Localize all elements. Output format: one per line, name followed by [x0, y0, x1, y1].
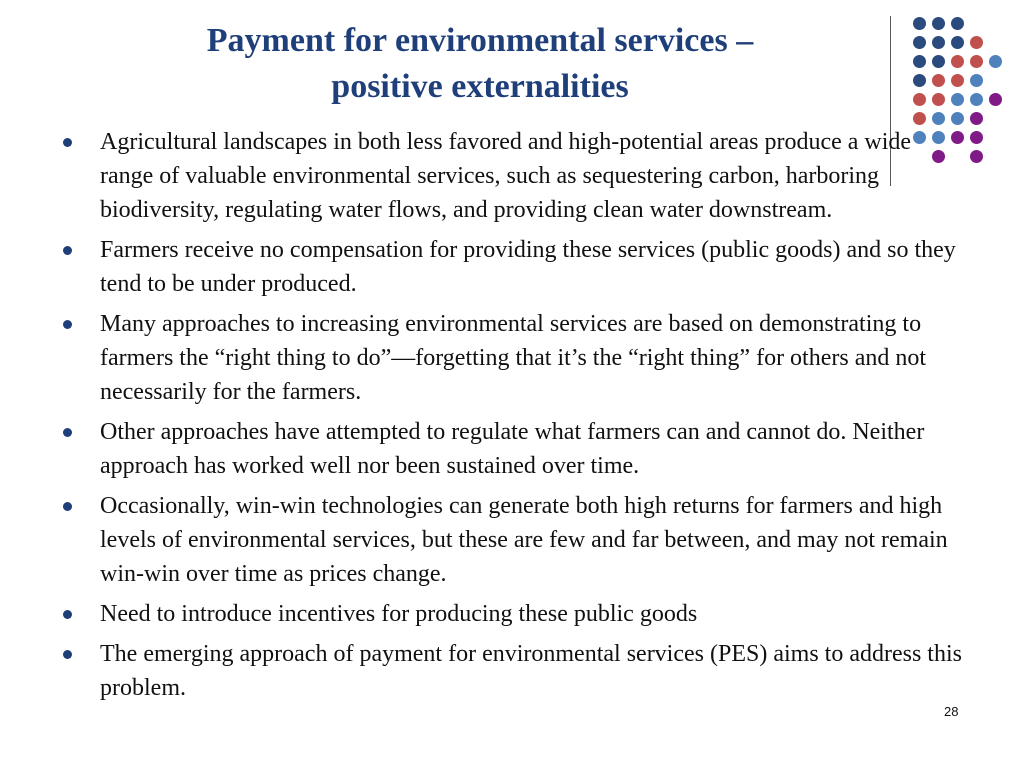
- decorative-dot: [951, 74, 964, 87]
- decorative-dot: [913, 74, 926, 87]
- bullet-icon: [63, 138, 72, 147]
- decorative-dot: [932, 93, 945, 106]
- decorative-dot: [970, 93, 983, 106]
- decorative-dot: [951, 55, 964, 68]
- decorative-dot: [913, 55, 926, 68]
- bullet-item: [60, 233, 965, 301]
- bullet-icon: [63, 320, 72, 329]
- bullet-item: [60, 597, 965, 631]
- bullet-item: [60, 415, 965, 483]
- bullet-icon: [63, 502, 72, 511]
- bullet-icon: [63, 428, 72, 437]
- decorative-dot: [970, 131, 983, 144]
- decorative-dot: [970, 150, 983, 163]
- decorative-dot: [970, 112, 983, 125]
- decorative-dot: [951, 112, 964, 125]
- bullet-text: Other approaches have attempted to regulate what farmers can and cannot do. Neither approach has worked well nor been sustained over time.: [100, 419, 925, 479]
- bullet-item: [60, 489, 965, 591]
- bullet-item: [60, 637, 965, 705]
- decorative-dot: [913, 17, 926, 30]
- bullet-icon: [63, 610, 72, 619]
- decorative-dot: [989, 55, 1002, 68]
- decorative-dot: [932, 17, 945, 30]
- bullet-item: [60, 125, 965, 227]
- bullet-text: Need to introduce incentives for producing these public goods: [100, 601, 698, 627]
- bullet-text: Farmers receive no compensation for providing these services (public goods) and so they tend to be under produced.: [100, 237, 956, 297]
- decorative-dot: [951, 36, 964, 49]
- bullet-icon: [63, 246, 72, 255]
- bullet-text: Occasionally, win-win technologies can generate both high returns for farmers and high levels of environmental services, but these are few and far between, and may not remain win-win over time as prices change.: [100, 493, 948, 587]
- title-line-2: positive externalities: [331, 68, 629, 105]
- decorative-dot: [913, 112, 926, 125]
- decorative-dot: [913, 93, 926, 106]
- slide-title: [110, 18, 850, 110]
- page-number: 28: [944, 704, 959, 719]
- bullet-text: Many approaches to increasing environmental services are based on demonstrating to farmers the “right thing to do”—forgetting that it’s the “right thing” for others and not necessarily for the farmers.: [100, 311, 927, 405]
- decorative-dot: [951, 17, 964, 30]
- decorative-dot: [932, 55, 945, 68]
- bullet-text: Agricultural landscapes in both less favored and high-potential areas produce a wide range of valuable environmental services, such as sequestering carbon, harboring biodiversity, regulating water flows, and providing clean water downstream.: [100, 129, 912, 223]
- decorative-dot: [989, 93, 1002, 106]
- decorative-dot: [951, 93, 964, 106]
- bullet-text: The emerging approach of payment for environmental services (PES) aims to address this problem.: [100, 641, 962, 701]
- title-line-1: Payment for environmental services –: [206, 22, 754, 59]
- bullet-list: [60, 125, 965, 711]
- bullet-icon: [63, 650, 72, 659]
- decorative-dot: [932, 74, 945, 87]
- decorative-dot: [970, 74, 983, 87]
- decorative-dot: [932, 36, 945, 49]
- decorative-dot: [932, 112, 945, 125]
- decorative-dot: [913, 36, 926, 49]
- decorative-dot: [970, 36, 983, 49]
- bullet-item: [60, 307, 965, 409]
- decorative-dot: [970, 55, 983, 68]
